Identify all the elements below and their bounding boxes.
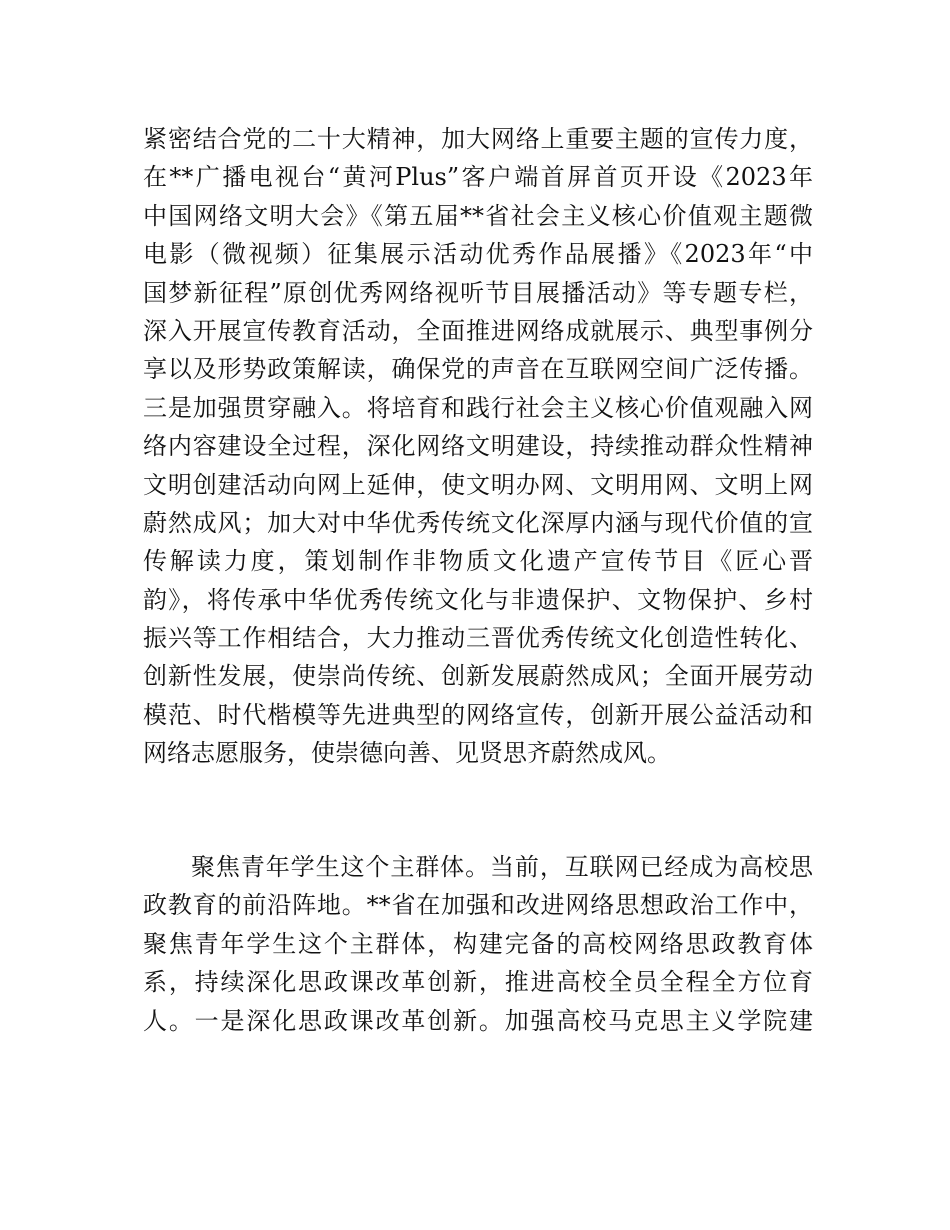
paragraph-line: 电影（微视频）征集展示活动优秀作品展播》《2023年“中 xyxy=(143,240,813,269)
paragraph-line: 紧密结合党的二十大精神，加大网络上重要主题的宣传力度， xyxy=(143,125,813,153)
paragraph-line: 创新性发展，使崇尚传统、创新发展蔚然成风；全面开展劳动 xyxy=(143,662,813,691)
paragraph-line: 络内容建设全过程，深化网络文明建设，持续推动群众性精神 xyxy=(143,432,813,461)
paragraph-line: 三是加强贯穿融入。将培育和践行社会主义核心价值观融入网 xyxy=(143,393,813,422)
paragraph-line: 系，持续深化思政课改革创新，推进高校全员全程全方位育 xyxy=(143,968,813,997)
paragraph-line: 文明创建活动向网上延伸，使文明办网、文明用网、文明上网 xyxy=(143,470,813,499)
paragraph-1 xyxy=(143,120,813,773)
paragraph-line: 国梦新征程”原创优秀网络视听节目展播活动》等专题专栏， xyxy=(143,278,813,307)
paragraph-line: 聚焦青年学生这个主群体。当前，互联网已经成为高校思 xyxy=(191,853,813,881)
paragraph-line: 模范、时代楷模等先进典型的网络宣传，创新开展公益活动和 xyxy=(143,700,813,729)
paragraph-line: 政教育的前沿阵地。**省在加强和改进网络思想政治工作中， xyxy=(143,891,813,920)
paragraph-line: 深入开展宣传教育活动，全面推进网络成就展示、典型事例分 xyxy=(143,316,813,345)
paragraph-line: 在**广播电视台“黄河Plus”客户端首屏首页开设《2023年 xyxy=(143,163,813,192)
paragraph-line: 传解读力度，策划制作非物质文化遗产宣传节目《匠心晋 xyxy=(143,547,813,576)
paragraph-line: 韵》，将传承中华优秀传统文化与非遗保护、文物保护、乡村 xyxy=(143,585,813,614)
paragraph-line: 振兴等工作相结合，大力推动三晋优秀传统文化创造性转化、 xyxy=(143,624,813,653)
paragraph-line: 人。一是深化思政课改革创新。加强高校马克思主义学院建 xyxy=(143,1006,813,1035)
paragraph-2 xyxy=(143,848,813,1040)
paragraph-line: 中国网络文明大会》《第五届**省社会主义核心价值观主题微 xyxy=(143,201,813,230)
paragraph-line: 网络志愿服务，使崇德向善、见贤思齐蔚然成风。 xyxy=(143,739,671,768)
paragraph-line: 聚焦青年学生这个主群体，构建完备的高校网络思政教育体 xyxy=(143,929,813,958)
paragraph-line: 蔚然成风；加大对中华优秀传统文化深厚内涵与现代价值的宣 xyxy=(143,508,813,537)
paragraph-line: 享以及形势政策解读，确保党的声音在互联网空间广泛传播。 xyxy=(143,355,813,384)
